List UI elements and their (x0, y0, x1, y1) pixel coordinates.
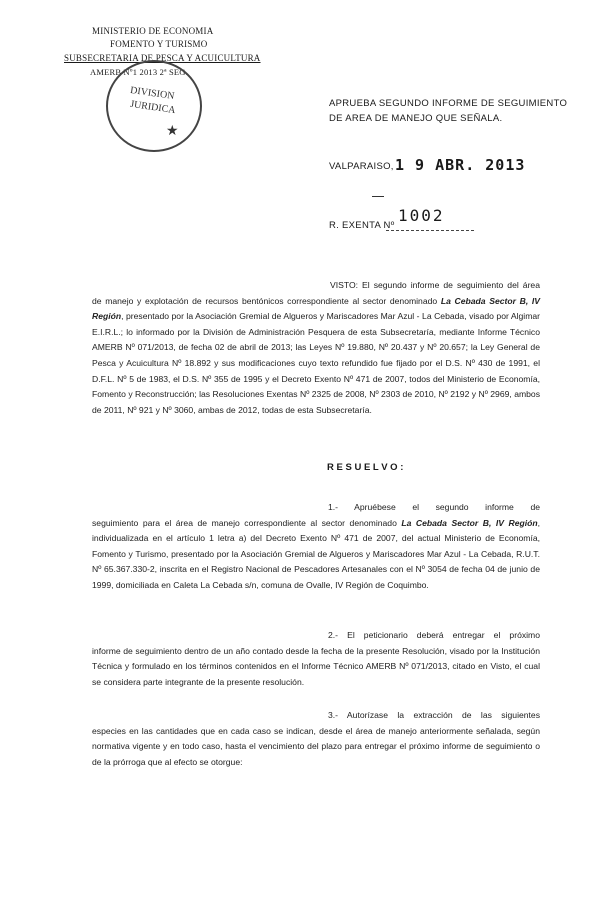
visto-paragraph (92, 278, 540, 418)
item-2 (92, 628, 540, 690)
resuelvo-heading: R E S U E L V O : (327, 462, 404, 473)
ministry-subname: FOMENTO Y TURISMO (110, 39, 208, 49)
visto-lead: VISTO: (330, 280, 359, 290)
stamp-text-juridica: JURIDICA (129, 98, 177, 117)
item-3-lead: 3.- Autorízase la extracción de las siguientes (328, 710, 540, 720)
item-1-sector-name: La Cebada Sector B, IV Región (401, 517, 538, 528)
dash-mark (372, 196, 384, 197)
stamp-text-division: DIVISION (129, 84, 176, 103)
reference-line-2: DE AREA DE MANEJO QUE SEÑALA. (329, 113, 503, 124)
ministry-name: MINISTERIO DE ECONOMIA (92, 26, 214, 36)
item-2-lead: 2.- El peticionario deberá entregar el próximo (328, 630, 540, 640)
item-1-lead: 1.- Apruébese el segundo informe de (328, 502, 540, 512)
subsecretaria-name: SUBSECRETARIA DE PESCA Y ACUICULTURA (64, 53, 261, 63)
place-label: VALPARAISO, (329, 161, 394, 172)
item-3 (92, 708, 540, 770)
division-juridica-stamp (106, 60, 202, 152)
item-1-text-1: seguimiento para el área de manejo correspondiente al sector denominado (92, 517, 402, 528)
visto-sector-name: La Cebada Sector B, IV Región (92, 295, 540, 322)
amerb-reference: AMERB Nº1 2013 2ª SEG. (90, 67, 188, 77)
resolution-number: 1002 (398, 206, 445, 225)
item-2-text: informe de seguimiento dentro de un año contado desde la fecha de la presente Resolución, visado por la Institución Técnica y formulado en los términos contenidos en el Informe Técnico AMERB Nº 071/2013, citado en Visto, el cual se considera parte integrante de la presente resolución. (92, 645, 540, 687)
resolution-label: R. EXENTA Nº (329, 220, 395, 231)
resolution-date: 1 9 ABR. 2013 (395, 156, 526, 174)
item-1-text-2: , individualizada en el artículo 1 letra a) del Decreto Exento Nº 471 de 2007, del actual Ministerio de Economía, Fomento y Turismo, presentado por la Asociación Gremial de Algueros y Mariscadores Mar Azul - La Cebada, R.U.T. Nº 65.367.330-2, inscrita en el Registro Nacional de Pescadores Artesanales con el Nº 3054 de fecha 04 de junio de 1999, domiciliada en Caleta La Cebada s/n, comuna de Ovalle, IV Región de Coquimbo. (92, 517, 541, 590)
item-3-text: especies en las cantidades que en cada caso se indican, desde el área de manejo anteriormente señalada, según normativa vigente y en todo caso, hasta el vencimiento del plazo para entregar el próximo informe de seguimiento o de la prórroga que al efecto se otorgue: (92, 725, 540, 767)
reference-line-1: APRUEBA SEGUNDO INFORME DE SEGUIMIENTO (329, 98, 568, 109)
item-1 (92, 500, 540, 594)
stamp-star-icon: ★ (166, 122, 179, 138)
resolution-number-underline (386, 230, 474, 231)
visto-text-2: , presentado por la Asociación Gremial de Algueros y Mariscadores Mar Azul - La Cebada, visado por Algimar E.I.R.L.; lo informado por la División de Administración Pesquera de esta Subsecretaría, mediante Informe Técnico AMERB Nº 071/2013, de fecha 02 de abril de 2013; las Leyes Nº 19.880, Nº 20.437 y Nº 20.657; la Ley General de Pesca y Acuicultura Nº 18.892 y sus modificaciones cuyo texto refundido fue fijado por el D.S. Nº 430 de 1991, el D.F.L. Nº 5 de 1983, el D.S. Nº 355 de 1995 y el Decreto Exento Nº 471 de 2007, todos del Ministerio de Economía, Fomento y Reconstrucción; las Resoluciones Exentas Nº 2325 de 2008, Nº 2303 de 2010, Nº 2192 y Nº 2969, ambos de 2011, Nº 921 y Nº 3060, ambas de 2012, todas de esta Subsecretaría. (92, 311, 540, 415)
visto-text-1: El segundo informe de seguimiento del área de manejo y explotación de recursos bentónicos correspondiente al sector denominado (92, 280, 540, 306)
